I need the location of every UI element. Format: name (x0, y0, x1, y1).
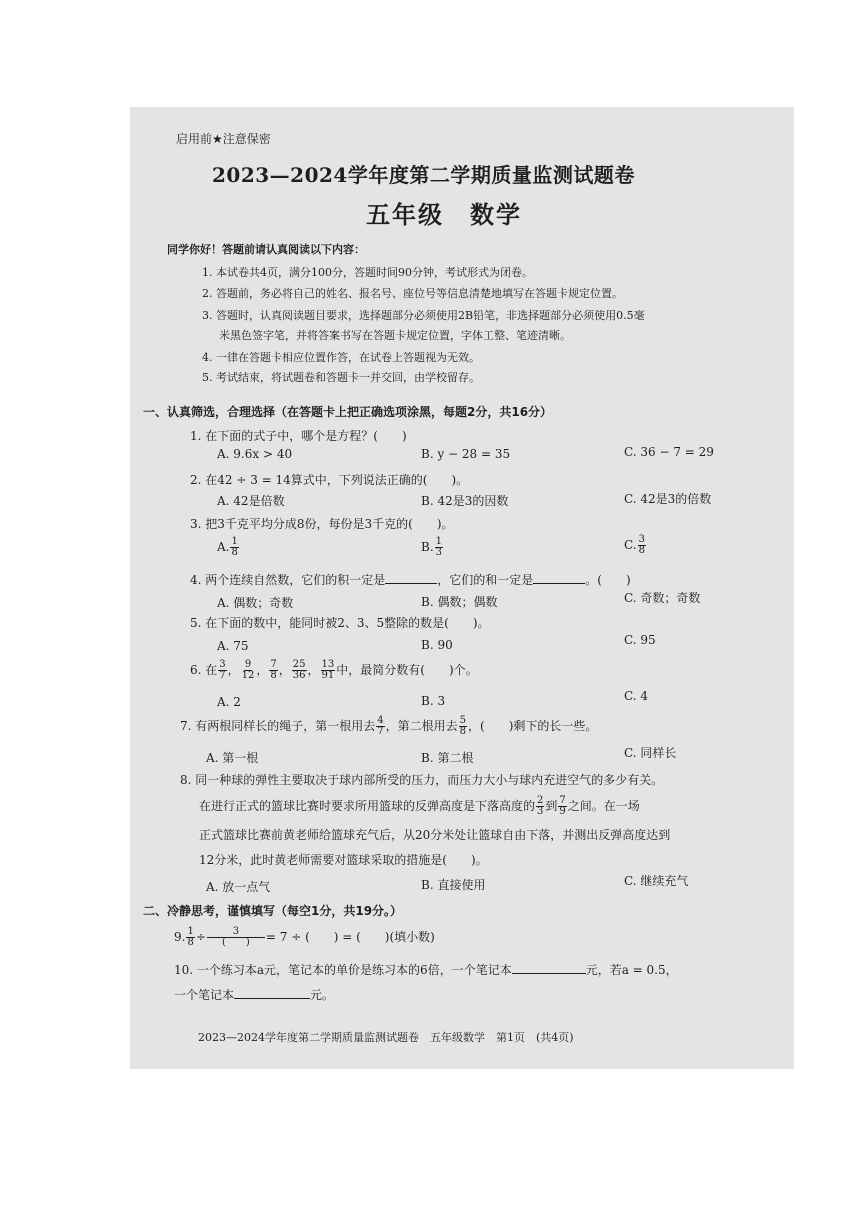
q10-line-2 (174, 986, 334, 1003)
q8-line: 正式篮球比赛前黄老师给篮球充气后，从20分米处让篮球自由下落，并测出反弹高度达到 (199, 828, 671, 842)
divide-sign: ÷ (195, 930, 206, 944)
denominator: 8 (187, 937, 194, 948)
q8-line-part: 之间。在一场 (567, 799, 640, 813)
q4-stem (190, 571, 631, 588)
denominator: 8 (638, 545, 645, 556)
q7-stem-part: ，第二根用去 (385, 719, 458, 733)
q9-stem (174, 927, 435, 948)
q3-option-c-letter: C. (624, 538, 637, 552)
q5-option-c: C. 95 (624, 633, 656, 647)
exam-title: 2023—2024学年度第二学期质量监测试题卷 (212, 163, 635, 187)
numerator: 9 (244, 659, 252, 670)
q8-line-part: 在进行正式的篮球比赛时要求所用篮球的反弹高度是下落高度的 (199, 799, 536, 813)
numerator: 13 (321, 659, 335, 670)
q10-line-part: 元。 (310, 988, 335, 1002)
separator: ， (307, 663, 320, 677)
numerator: 3 (638, 534, 645, 545)
q9-fraction-1 (186, 927, 194, 948)
instructions-heading: 同学你好！答题前请认真阅读以下内容： (167, 243, 365, 256)
q2-option-c: C. 42是3的倍数 (624, 492, 712, 506)
q3-stem: 3. 把3千克平均分成8份，每份是3千克的( )。 (190, 517, 454, 531)
q1-option-c: C. 36 − 7 = 29 (624, 445, 714, 459)
q5-option-b: B. 90 (421, 638, 453, 652)
answer-blank (385, 583, 437, 584)
separator: ， (256, 663, 269, 677)
q7-option-b: B. 第二根 (421, 751, 474, 765)
q8-option-a: A. 放一点气 (206, 880, 271, 894)
q9-fraction-2 (207, 927, 265, 948)
q6-prefix: 6. 在 (190, 663, 218, 677)
q7-option-c: C. 同样长 (624, 746, 677, 760)
q2-option-b: B. 42是3的因数 (421, 494, 509, 508)
denominator: 12 (241, 670, 255, 681)
denominator: 36 (292, 670, 306, 681)
denominator: 91 (321, 670, 335, 681)
numerator: 25 (292, 659, 306, 670)
denominator: 8 (270, 670, 277, 681)
q8-fraction-1 (536, 796, 544, 817)
q6-fraction (321, 660, 336, 681)
q8-line: 12分米，此时黄老师需要对篮球采取的措施是( )。 (199, 853, 488, 867)
q10-line-1 (174, 961, 678, 978)
numerator: 2 (537, 795, 544, 806)
q1-option-a: A. 9.6x > 40 (217, 447, 293, 461)
q6-fraction-list (217, 659, 336, 681)
q1-option-b: B. y − 28 = 35 (421, 447, 511, 461)
separator: ， (278, 663, 291, 677)
instruction-item: 1. 本试卷共4页，满分100分，答题时间90分钟，考试形式为闭卷。 (202, 266, 533, 279)
q6-option-b: B. 3 (421, 694, 446, 708)
numerator: 3 (219, 659, 226, 670)
q3-option-c (624, 535, 647, 556)
q6-suffix: 中，最简分数有( )个。 (336, 663, 478, 677)
denominator: ( ) (221, 937, 250, 948)
numerator: 1 (435, 536, 443, 547)
exam-subtitle: 五年级 数学 (366, 200, 522, 229)
numerator: 3 (207, 927, 265, 938)
q2-stem: 2. 在42 ÷ 3 = 14算式中，下列说法正确的( )。 (190, 473, 469, 487)
numerator: 7 (559, 795, 566, 806)
q1-stem: 1. 在下面的式子中，哪个是方程？( ) (190, 429, 407, 443)
q4-option-c: C. 奇数；奇数 (624, 591, 701, 605)
q6-fraction (269, 660, 277, 681)
q7-stem-part: ，( )剩下的长一些。 (468, 719, 598, 733)
q8-option-b: B. 直接使用 (421, 878, 486, 892)
denominator: 8 (231, 547, 238, 558)
q7-fraction-1 (376, 716, 384, 737)
q8-line-part: 到 (545, 799, 558, 813)
denominator: 7 (219, 670, 226, 681)
q8-line (199, 796, 640, 817)
answer-blank (234, 998, 310, 999)
instruction-item: 5. 考试结束，将试题卷和答题卡一并交回，由学校留存。 (202, 371, 480, 384)
page-footer: 2023—2024学年度第二学期质量监测试题卷 五年级数学 第1页 (共4页) (198, 1031, 574, 1044)
q6-fraction (241, 660, 256, 681)
q2-option-a: A. 42是倍数 (217, 494, 285, 508)
q3-option-b (421, 537, 444, 558)
numerator: 5 (459, 715, 467, 726)
q4-stem-part: ，它们的和一定是 (437, 573, 534, 587)
q8-option-c: C. 继续充气 (624, 874, 689, 888)
denominator: 7 (377, 726, 384, 737)
instruction-item: 4. 一律在答题卡相应位置作答，在试卷上答题视为无效。 (202, 351, 480, 364)
numerator: 7 (270, 659, 277, 670)
answer-blank (512, 973, 586, 974)
q3-option-a (217, 537, 240, 558)
q8-fraction-2 (558, 796, 566, 817)
q7-stem (180, 716, 597, 737)
q3-option-c-fraction (638, 535, 646, 556)
answer-blank (533, 583, 585, 584)
q4-stem-part: 4. 两个连续自然数，它们的积一定是 (190, 573, 386, 587)
q4-option-b: B. 偶数；偶数 (421, 595, 498, 609)
q9-tail: = 7 ÷ ( ) = ( )(填小数) (265, 930, 435, 944)
q4-option-a: A. 偶数；奇数 (217, 596, 294, 610)
confidential-label: 启用前★注意保密 (176, 132, 271, 146)
instruction-item: 米黑色签字笔，并将答案书写在答题卡规定位置，字体工整、笔迹清晰。 (219, 329, 571, 342)
exam-paper (130, 107, 794, 1069)
instruction-item: 3. 答题时，认真阅读题目要求，选择题部分必须使用2B铅笔，非选择题部分必须使用0.5毫 (202, 309, 645, 322)
denominator: 9 (559, 806, 566, 817)
q10-line-part: 10. 一个练习本a元，笔记本的单价是练习本的6倍，一个笔记本 (174, 963, 512, 977)
numerator: 1 (231, 536, 238, 547)
section1-heading: 一、认真筛选，合理选择（在答题卡上把正确选项涂黑，每题2分，共16分） (143, 405, 553, 419)
denominator: 3 (537, 806, 544, 817)
denominator: 3 (435, 547, 443, 558)
q7-stem-part: 7. 有两根同样长的绳子，第一根用去 (180, 719, 376, 733)
q7-option-a: A. 第一根 (206, 751, 259, 765)
q7-fraction-2 (459, 716, 467, 737)
q10-line-part: 一个笔记本 (174, 988, 235, 1002)
q3-option-a-fraction (230, 537, 238, 558)
numerator: 4 (377, 715, 384, 726)
q3-option-b-letter: B. (421, 540, 434, 554)
q6-option-a: A. 2 (217, 695, 241, 709)
q4-stem-part: 。( ) (585, 573, 631, 587)
numerator: 1 (187, 926, 194, 937)
q9-prefix: 9. (174, 930, 186, 944)
q6-stem (190, 660, 478, 681)
section2-heading: 二、冷静思考，谨慎填写（每空1分，共19分。） (143, 904, 403, 918)
q6-option-c: C. 4 (624, 689, 649, 703)
q8-line: 8. 同一种球的弹性主要取决于球内部所受的压力，而压力大小与球内充进空气的多少有关。 (180, 773, 664, 787)
q5-stem: 5. 在下面的数中，能同时被2、3、5整除的数是( )。 (190, 616, 490, 630)
q3-option-a-letter: A. (217, 540, 230, 554)
separator: ， (227, 663, 240, 677)
denominator: 8 (459, 726, 467, 737)
q6-fraction (218, 660, 226, 681)
q5-option-a: A. 75 (217, 639, 249, 653)
q10-line-part: 元，若a = 0.5， (585, 963, 678, 977)
q3-option-b-fraction (435, 537, 443, 558)
q6-fraction (292, 660, 307, 681)
instruction-item: 2. 答题前，务必将自己的姓名、报名号、座位号等信息清楚地填写在答题卡规定位置。 (202, 287, 623, 300)
